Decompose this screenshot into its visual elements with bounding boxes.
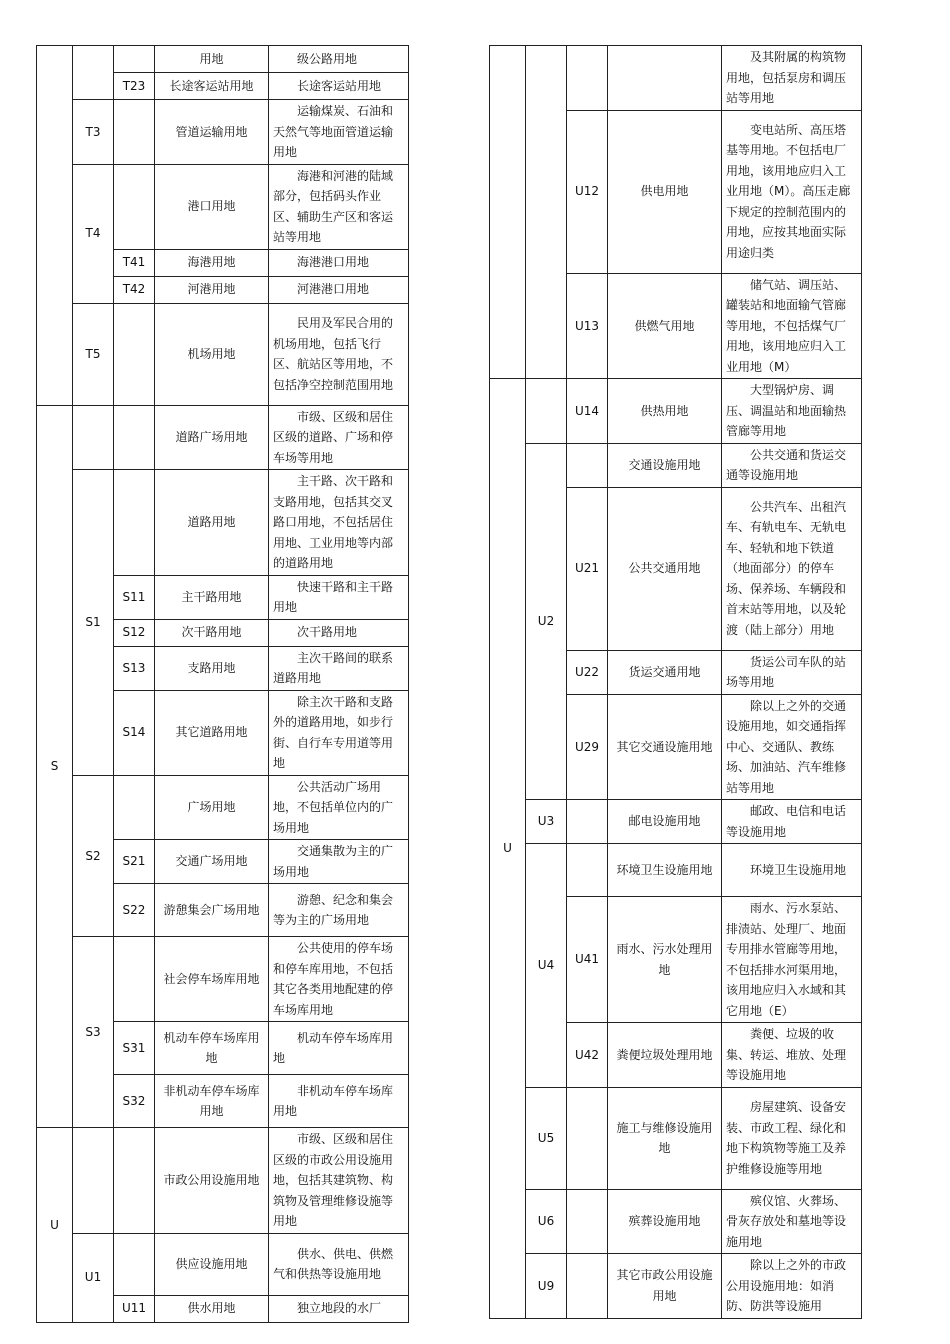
category-name-cell: 其它市政公用设施用地	[608, 1254, 722, 1319]
category-name-cell: 道路广场用地	[155, 405, 269, 470]
medium-class-cell: T3	[73, 100, 114, 165]
minor-class-cell	[567, 1254, 608, 1319]
category-name-cell: 邮电设施用地	[608, 800, 722, 844]
table-row	[490, 844, 862, 897]
medium-class-cell	[526, 46, 567, 379]
category-desc-cell: 供水、供电、供燃气和供热等设施用地	[269, 1233, 409, 1295]
category-desc-cell: 级公路用地	[269, 46, 409, 73]
category-name-cell: 公共交通用地	[608, 487, 722, 650]
category-desc-cell: 主次干路间的联系道路用地	[269, 646, 409, 690]
table-row	[37, 405, 409, 470]
medium-class-cell: U1	[73, 1233, 114, 1322]
category-name-cell: 货运交通用地	[608, 650, 722, 694]
category-name-cell: 非机动车停车场库用地	[155, 1075, 269, 1128]
major-class-cell	[37, 46, 73, 406]
category-name-cell: 主干路用地	[155, 575, 269, 619]
category-desc-cell: 房屋建筑、设备安装、市政工程、绿化和地下构筑物等施工及养护维修设施等用地	[722, 1087, 862, 1189]
minor-class-cell: U12	[567, 110, 608, 273]
table-row	[490, 1254, 862, 1319]
table-row	[490, 800, 862, 844]
category-name-cell: 环境卫生设施用地	[608, 844, 722, 897]
category-desc-cell: 主干路、次干路和支路用地，包括其交叉路口用地，不包括居住用地、工业用地等内部的道路用地	[269, 470, 409, 576]
category-name-cell: 管道运输用地	[155, 100, 269, 165]
minor-class-cell: S31	[114, 1022, 155, 1075]
table-row	[37, 164, 409, 249]
category-desc-cell: 民用及军民合用的机场用地，包括飞行区、航站区等用地，不包括净空控制范围用地	[269, 303, 409, 405]
minor-class-cell: S12	[114, 619, 155, 646]
table-row	[37, 303, 409, 405]
minor-class-cell	[567, 1087, 608, 1189]
category-desc-cell: 快速干路和主干路用地	[269, 575, 409, 619]
table-row	[37, 1233, 409, 1295]
minor-class-cell: T41	[114, 249, 155, 276]
medium-class-cell: S2	[73, 775, 114, 937]
category-desc-cell: 雨水、污水泵站、排渍站、处理厂、地面专用排水管廊等用地，不包括排水河渠用地，该用地应归入水域和其它用地（E）	[722, 897, 862, 1023]
category-name-cell: 机场用地	[155, 303, 269, 405]
medium-class-cell: T5	[73, 303, 114, 405]
category-desc-cell: 粪便、垃圾的收集、转运、堆放、处理等设施用地	[722, 1023, 862, 1088]
medium-class-cell: S1	[73, 470, 114, 776]
category-name-cell: 施工与维修设施用地	[608, 1087, 722, 1189]
minor-class-cell	[114, 100, 155, 165]
minor-class-cell	[567, 46, 608, 111]
category-name-cell: 殡葬设施用地	[608, 1189, 722, 1254]
medium-class-cell: U5	[526, 1087, 567, 1189]
medium-class-cell: U3	[526, 800, 567, 844]
minor-class-cell: S32	[114, 1075, 155, 1128]
category-name-cell: 其它交通设施用地	[608, 694, 722, 800]
major-class-cell	[490, 46, 526, 379]
category-desc-cell: 公共汽车、出租汽车、有轨电车、无轨电车、轻轨和地下铁道（地面部分）的停车场、保养场、车辆段和首末站等用地，以及轮渡（陆上部分）用地	[722, 487, 862, 650]
minor-class-cell: U14	[567, 379, 608, 444]
category-name-cell: 广场用地	[155, 775, 269, 840]
minor-class-cell: U42	[567, 1023, 608, 1088]
category-desc-cell: 公共使用的停车场和停车库用地，不包括其它各类用地配建的停车场库用地	[269, 937, 409, 1022]
category-name-cell: 支路用地	[155, 646, 269, 690]
category-desc-cell: 殡仪馆、火葬场、骨灰存放处和墓地等设施用地	[722, 1189, 862, 1254]
category-name-cell: 海港用地	[155, 249, 269, 276]
table-row	[37, 100, 409, 165]
medium-class-cell: U9	[526, 1254, 567, 1319]
category-desc-cell: 运输煤炭、石油和天然气等地面管道运输用地	[269, 100, 409, 165]
category-desc-cell: 变电站所、高压塔基等用地。不包括电厂用地，该用地应归入工业用地（M）。高压走廊下规定的控制范围内的用地，应按其地面实际用途归类	[722, 110, 862, 273]
category-desc-cell: 除主次干路和支路外的道路用地，如步行街、自行车专用道等用地	[269, 690, 409, 775]
table-row	[37, 470, 409, 576]
category-desc-cell: 除以上之外的交通设施用地，如交通指挥中心、交通队、教练场、加油站、汽车维修站等用地	[722, 694, 862, 800]
category-desc-cell: 非机动车停车场库用地	[269, 1075, 409, 1128]
category-desc-cell: 市级、区级和居住区级的道路、广场和停车场等用地	[269, 405, 409, 470]
category-desc-cell: 公共活动广场用地，不包括单位内的广场用地	[269, 775, 409, 840]
minor-class-cell: T23	[114, 73, 155, 100]
table-row	[490, 1189, 862, 1254]
minor-class-cell	[114, 405, 155, 470]
minor-class-cell	[114, 46, 155, 73]
medium-class-cell: U2	[526, 443, 567, 800]
minor-class-cell: S11	[114, 575, 155, 619]
category-desc-cell: 储气站、调压站、罐装站和地面输气管廊等用地，不包括煤气厂用地，该用地应归入工业用地（M）	[722, 273, 862, 379]
category-name-cell: 港口用地	[155, 164, 269, 249]
minor-class-cell	[114, 303, 155, 405]
medium-class-cell	[73, 1128, 114, 1234]
category-name-cell: 供应设施用地	[155, 1233, 269, 1295]
category-desc-cell: 海港港口用地	[269, 249, 409, 276]
category-name-cell: 次干路用地	[155, 619, 269, 646]
minor-class-cell	[114, 470, 155, 576]
medium-class-cell	[73, 405, 114, 470]
minor-class-cell	[114, 1233, 155, 1295]
minor-class-cell: T42	[114, 276, 155, 303]
minor-class-cell	[114, 775, 155, 840]
minor-class-cell: U21	[567, 487, 608, 650]
category-desc-cell: 海港和河港的陆域部分，包括码头作业区、辅助生产区和客运站等用地	[269, 164, 409, 249]
minor-class-cell: S21	[114, 840, 155, 884]
medium-class-cell: T4	[73, 164, 114, 303]
table-row	[37, 46, 409, 73]
category-desc-cell: 公共交通和货运交通等设施用地	[722, 443, 862, 487]
category-name-cell: 其它道路用地	[155, 690, 269, 775]
category-desc-cell: 环境卫生设施用地	[722, 844, 862, 897]
table-row	[490, 1087, 862, 1189]
category-name-cell: 游憩集会广场用地	[155, 884, 269, 937]
category-desc-cell: 河港港口用地	[269, 276, 409, 303]
category-name-cell: 交通设施用地	[608, 443, 722, 487]
table-row	[490, 46, 862, 111]
category-name-cell: 供水用地	[155, 1295, 269, 1322]
category-name-cell: 机动车停车场库用地	[155, 1022, 269, 1075]
major-class-cell: U	[37, 1128, 73, 1323]
minor-class-cell	[567, 1189, 608, 1254]
minor-class-cell	[567, 443, 608, 487]
category-desc-cell: 交通集散为主的广场用地	[269, 840, 409, 884]
category-name-cell: 供电用地	[608, 110, 722, 273]
category-name-cell: 长途客运站用地	[155, 73, 269, 100]
category-desc-cell: 次干路用地	[269, 619, 409, 646]
category-desc-cell: 除以上之外的市政公用设施用地：如消防、防洪等设施用	[722, 1254, 862, 1319]
table-row	[37, 937, 409, 1022]
medium-class-cell: S3	[73, 937, 114, 1128]
category-desc-cell: 机动车停车场库用地	[269, 1022, 409, 1075]
table-row	[37, 775, 409, 840]
major-class-cell: S	[37, 405, 73, 1128]
land-use-table-right	[489, 45, 862, 1319]
minor-class-cell: U41	[567, 897, 608, 1023]
category-desc-cell: 邮政、电信和电话等设施用地	[722, 800, 862, 844]
category-name-cell: 市政公用设施用地	[155, 1128, 269, 1234]
category-desc-cell: 游憩、纪念和集会等为主的广场用地	[269, 884, 409, 937]
category-desc-cell: 及其附属的构筑物用地，包括泵房和调压站等用地	[722, 46, 862, 111]
major-class-cell: U	[490, 379, 526, 1319]
category-desc-cell: 长途客运站用地	[269, 73, 409, 100]
minor-class-cell: U22	[567, 650, 608, 694]
medium-class-cell: U4	[526, 844, 567, 1088]
minor-class-cell	[567, 844, 608, 897]
medium-class-cell: U6	[526, 1189, 567, 1254]
category-desc-cell: 市级、区级和居住区级的市政公用设施用地，包括其建筑物、构筑物及管理维修设施等用地	[269, 1128, 409, 1234]
minor-class-cell	[567, 800, 608, 844]
minor-class-cell	[114, 937, 155, 1022]
table-row	[490, 379, 862, 444]
category-name-cell: 供热用地	[608, 379, 722, 444]
category-name-cell: 河港用地	[155, 276, 269, 303]
category-desc-cell: 独立地段的水厂	[269, 1295, 409, 1322]
category-desc-cell: 大型锅炉房、调压、调温站和地面输热管廊等用地	[722, 379, 862, 444]
land-use-table-left	[36, 45, 409, 1323]
category-name-cell: 供燃气用地	[608, 273, 722, 379]
category-name-cell: 社会停车场库用地	[155, 937, 269, 1022]
medium-class-cell	[526, 379, 567, 444]
minor-class-cell: U11	[114, 1295, 155, 1322]
minor-class-cell: S22	[114, 884, 155, 937]
category-desc-cell: 货运公司车队的站场等用地	[722, 650, 862, 694]
category-name-cell: 用地	[155, 46, 269, 73]
category-name-cell	[608, 46, 722, 111]
minor-class-cell	[114, 164, 155, 249]
category-name-cell: 粪便垃圾处理用地	[608, 1023, 722, 1088]
minor-class-cell	[114, 1128, 155, 1234]
minor-class-cell: U13	[567, 273, 608, 379]
category-name-cell: 雨水、污水处理用地	[608, 897, 722, 1023]
minor-class-cell: U29	[567, 694, 608, 800]
minor-class-cell: S14	[114, 690, 155, 775]
category-name-cell: 道路用地	[155, 470, 269, 576]
table-row	[37, 1128, 409, 1234]
minor-class-cell: S13	[114, 646, 155, 690]
category-name-cell: 交通广场用地	[155, 840, 269, 884]
table-row	[490, 443, 862, 487]
medium-class-cell	[73, 46, 114, 100]
